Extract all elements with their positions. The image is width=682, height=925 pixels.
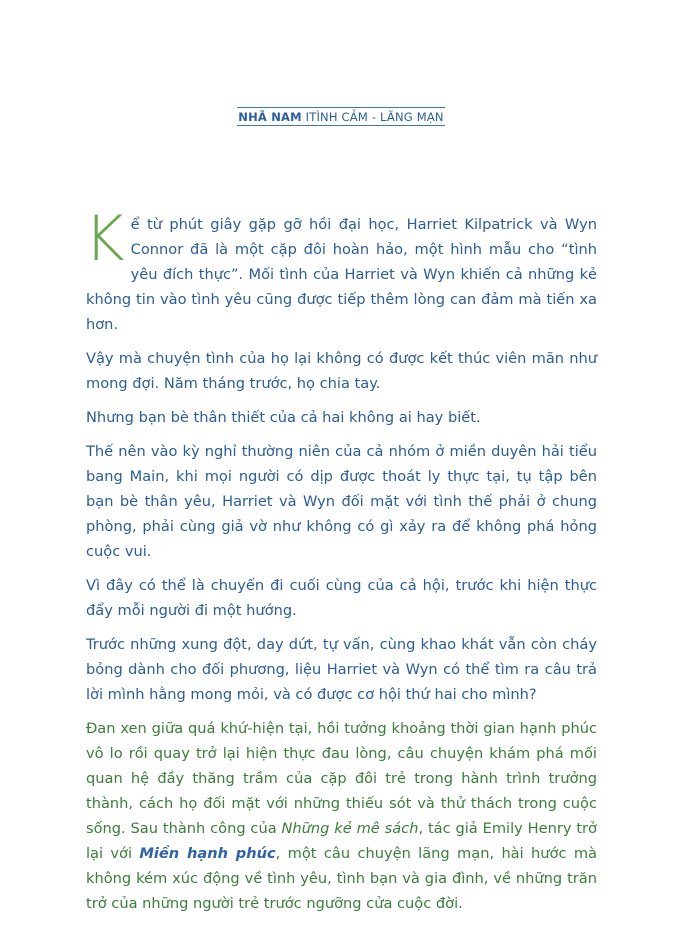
paragraph-6: Trước những xung đột, day dứt, tự vấn, cùng khao khát vẫn còn cháy bỏng dành cho đối phương, liệu Harriet và Wyn có thể tìm ra câu trả lời mình hằng mong mỏi, và có được cơ hội thứ hai cho mình?: [86, 636, 597, 703]
paragraph-4: Thế nên vào kỳ nghỉ thường niên của cả nhóm ở miền duyên hải tiểu bang Main, khi mọi người có dịp được thoát ly thực tại, tụ tập bên bạn bè thân yêu, Harriet và Wyn đối mặt với tình thế phải ở chung phòng, phải cùng giả vờ như không có gì xảy ra để không phá hỏng cuộc vui.: [86, 443, 597, 560]
paragraph-7-part-c: , một câu chuyện lãng mạn, hài hước mà không kém xúc động về tình yêu, tình bạn và gia đình, về những trăn trở của những người trẻ trước ngưỡng cửa cuộc đời.: [86, 845, 597, 912]
paragraph-7-part-a: Đan xen giữa quá khứ-hiện tại, hồi tưởng khoảng thời gian hạnh phúc vô lo rồi quay trở lại hiện thực đau lòng, câu chuyện khám phá mối quan hệ đầy thăng trầm của cặp đôi trẻ trong hành trình trưởng thành, cách họ đối mặt với những thiếu sót và thử thách trong cuộc sống. Sau thành công của: [86, 720, 597, 837]
book-title: Miền hạnh phúc: [139, 845, 276, 862]
book-title-previous: Những kẻ mê sách: [281, 820, 419, 837]
genre-label: TÌNH CẢM - LÃNG MẠN: [309, 110, 444, 124]
publisher-name: NHÃ NAM: [238, 110, 302, 124]
paragraph-1: [84, 202, 597, 337]
series-header: [0, 106, 682, 126]
paragraph-7: [86, 716, 597, 916]
paragraph-2: Vậy mà chuyện tình của họ lại không có được kết thúc viên mãn như mong đợi. Năm tháng trước, họ chia tay.: [86, 350, 597, 392]
paragraph-5: Vì đây có thể là chuyến đi cuối cùng của cả hội, trước khi hiện thực đẩy mỗi người đi một hướng.: [86, 577, 597, 619]
paragraph-3: Nhưng bạn bè thân thiết của cả hai không ai hay biết.: [86, 409, 481, 426]
paragraph-1-text: ể từ phút giây gặp gỡ hồi đại học, Harriet Kilpatrick và Wyn Connor đã là một cặp đôi hoàn hảo, một hình mẫu cho “tình yêu đích thực”. Mối tình của Harriet và Wyn khiến cả những kẻ không tin vào tình yêu cũng được tiếp thêm lòng can đảm mà tiến xa hơn.: [86, 216, 597, 333]
blurb-text: [84, 202, 597, 925]
header-label: [237, 107, 445, 126]
paragraph-7-part-b: , tác giả Emily Henry trở lại với: [86, 820, 597, 862]
drop-cap: K: [84, 202, 125, 275]
header-separator: I: [305, 110, 310, 124]
